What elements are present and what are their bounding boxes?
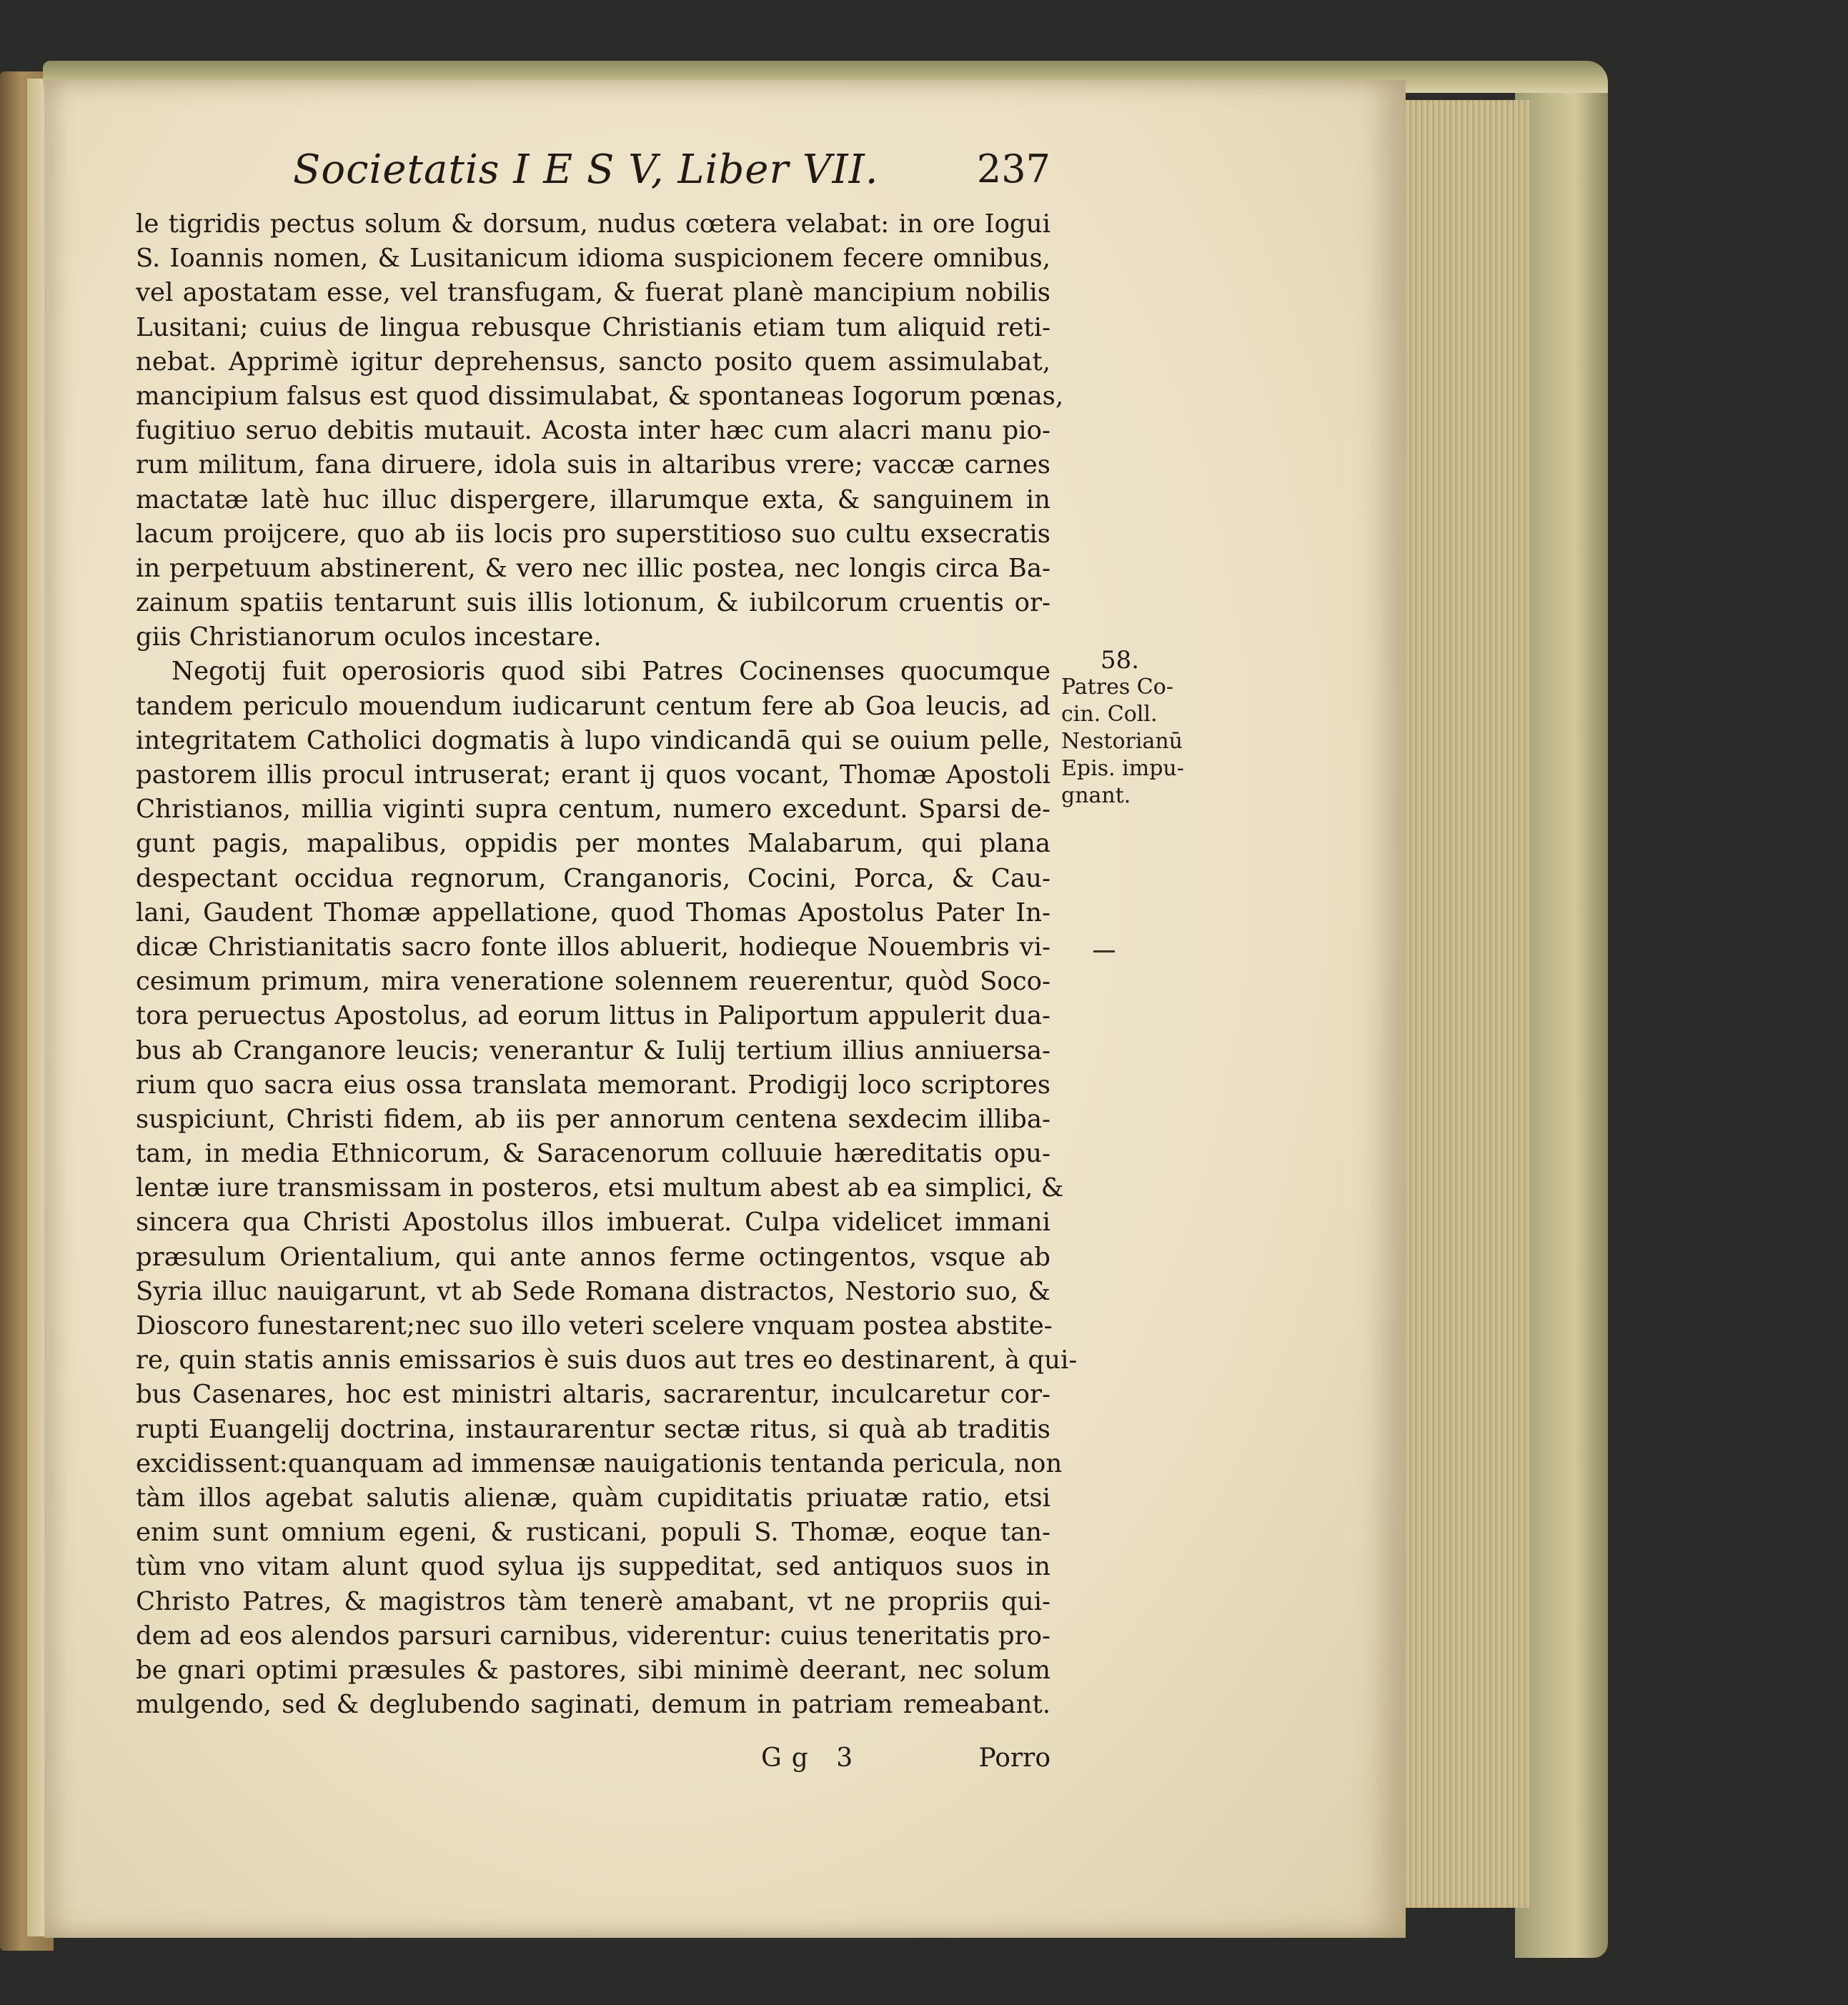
marginal-note-line: Patres Co- [1061,675,1173,700]
catchword: Porro [978,1743,1050,1773]
text-line: dem ad eos alendos parsuri carnibus, viderentur: cuius teneritatis pro- [136,1621,1050,1651]
marginal-note-line: Epis. impu- [1061,756,1184,781]
body-text [136,207,1078,1722]
text-line: rum militum, fana diruere, idola suis in altaribus vrere; vaccæ carnes [136,450,1050,480]
marginal-note-line: cin. Coll. [1061,702,1158,727]
text-line: despectant occidua regnorum, Cranganoris, Cocini, Porca, & Cau- [136,863,1050,893]
marginal-note [1061,647,1190,810]
text-line: be gnari optimi præsules & pastores, sibi minimè deerant, nec solum [136,1655,1050,1685]
marginal-note-line: Nestorianū [1061,729,1183,754]
text-line: vel apostatam esse, vel transfugam, & fuerat planè mancipium nobilis [136,278,1050,308]
text-line: Christianos, millia viginti supra centum, numero excedunt. Sparsi de- [136,795,1050,825]
text-line: enim sunt omnium egeni, & rusticani, populi S. Thomæ, eoque tan- [136,1518,1050,1548]
text-line: bus Casenares, hoc est ministri altaris, sacrarentur, inculcaretur cor- [136,1380,1050,1410]
page-number: 237 [976,146,1050,191]
text-line: tam, in media Ethnicorum, & Saracenorum colluuie hæreditatis opu- [136,1139,1050,1169]
running-header [136,146,1050,211]
text-line: cesimum primum, mira veneratione solennem reuerentur, quòd Soco- [136,967,1050,997]
text-line: in perpetuum abstinerent, & vero nec illic postea, nec longis circa Ba- [136,553,1050,583]
marginal-note-line: gnant. [1061,783,1131,808]
text-line: zainum spatiis tentarunt suis illis lotionum, & iubilcorum cruentis or- [136,588,1050,618]
text-line: tandem periculo mouendum iudicarunt centum fere ab Goa leucis, ad [136,691,1050,721]
paragraph-start-line: Negotij fuit operosioris quod sibi Patres Cocinenses quocumque [172,657,1050,687]
text-line: nebat. Apprimè igitur deprehensus, sancto posito quem assimulabat, [136,347,1050,377]
text-line: tora peruectus Apostolus, ad eorum littus in Paliportum appulerit dua- [136,1001,1050,1031]
text-line: excidissent:quanquam ad immensæ nauigationis tentanda pericula, non [136,1448,1063,1478]
text-line: Christo Patres, & magistros tàm tenerè amabant, vt ne propriis qui- [136,1586,1050,1616]
text-line: integritatem Catholici dogmatis à lupo vindicandā qui se ouium pelle, [136,725,1050,755]
text-line: giis Christianorum oculos incestare. [136,622,602,652]
text-line: rupti Euangelij doctrina, instaurarentur sectæ ritus, si quà ab traditis [136,1414,1050,1444]
text-line: re, quin statis annis emissarios è suis duos aut tres eo destinarent, à qui- [136,1345,1078,1375]
section-number: 58. [1101,646,1140,675]
running-title: Societatis I E S V, Liber VII. [293,146,879,193]
signature-mark: Gg 3 [761,1743,863,1773]
text-line: dicæ Christianitatis sacro fonte illos abluerit, hodieque Nouembris vi- [136,932,1050,962]
text-line: pastorem illis procul intruserat; erant ij quos vocant, Thomæ Apostoli [136,760,1050,790]
text-line: tàm illos agebat salutis alienæ, quàm cupiditatis priuatæ ratio, etsi [136,1483,1050,1513]
text-line: mactatæ latè huc illuc dispergere, illarumque exta, & sanguinem in [136,484,1050,514]
text-line: gunt pagis, mapalibus, oppidis per montes Malabarum, qui plana [136,829,1050,859]
text-line: lentæ iure transmissam in posteros, etsi multum abest ab ea simplici, & [136,1173,1064,1203]
text-line: præsulum Orientalium, qui ante annos ferme octingentos, vsque ab [136,1242,1050,1272]
text-line: mancipium falsus est quod dissimulabat, & spontaneas Iogorum pœnas, [136,381,1064,411]
text-line: bus ab Cranganore leucis; venerantur & Iulij tertium illius anniuersa- [136,1035,1050,1065]
margin-dash-mark [1093,950,1115,952]
text-line: rium quo sacra eius ossa translata memorant. Prodigij loco scriptores [136,1070,1050,1100]
text-line: suspiciunt, Christi fidem, ab iis per annorum centena sexdecim illiba- [136,1104,1050,1134]
text-line: lani, Gaudent Thomæ appellatione, quod Thomas Apostolus Pater In- [136,897,1050,927]
text-line: le tigridis pectus solum & dorsum, nudus cœtera velabat: in ore Iogui [136,209,1050,239]
text-line: fugitiuo seruo debitis mutauit. Acosta inter hæc cum alacri manu pio- [136,416,1050,446]
page-fore-edge [1401,100,1529,1908]
page-footer [136,1743,1050,1779]
text-line: S. Ioannis nomen, & Lusitanicum idioma suspicionem fecere omnibus, [136,244,1050,274]
text-line: sincera qua Christi Apostolus illos imbuerat. Culpa videlicet immani [136,1208,1050,1238]
text-line: Syria illuc nauigarunt, vt ab Sede Romana distractos, Nestorio suo, & [136,1276,1050,1306]
text-line: tùm vno vitam alunt quod sylua ijs suppeditat, sed antiquos suos in [136,1552,1050,1582]
text-line: lacum proijcere, quo ab iis locis pro superstitioso suo cultu exsecratis [136,519,1050,549]
text-line: Lusitani; cuius de lingua rebusque Christianis etiam tum aliquid reti- [136,312,1050,342]
text-line: mulgendo, sed & deglubendo saginati, demum in patriam remeabant. [136,1690,1050,1720]
text-line: Dioscoro funestarent;nec suo illo veteri scelere vnquam postea abstite- [136,1311,1053,1340]
